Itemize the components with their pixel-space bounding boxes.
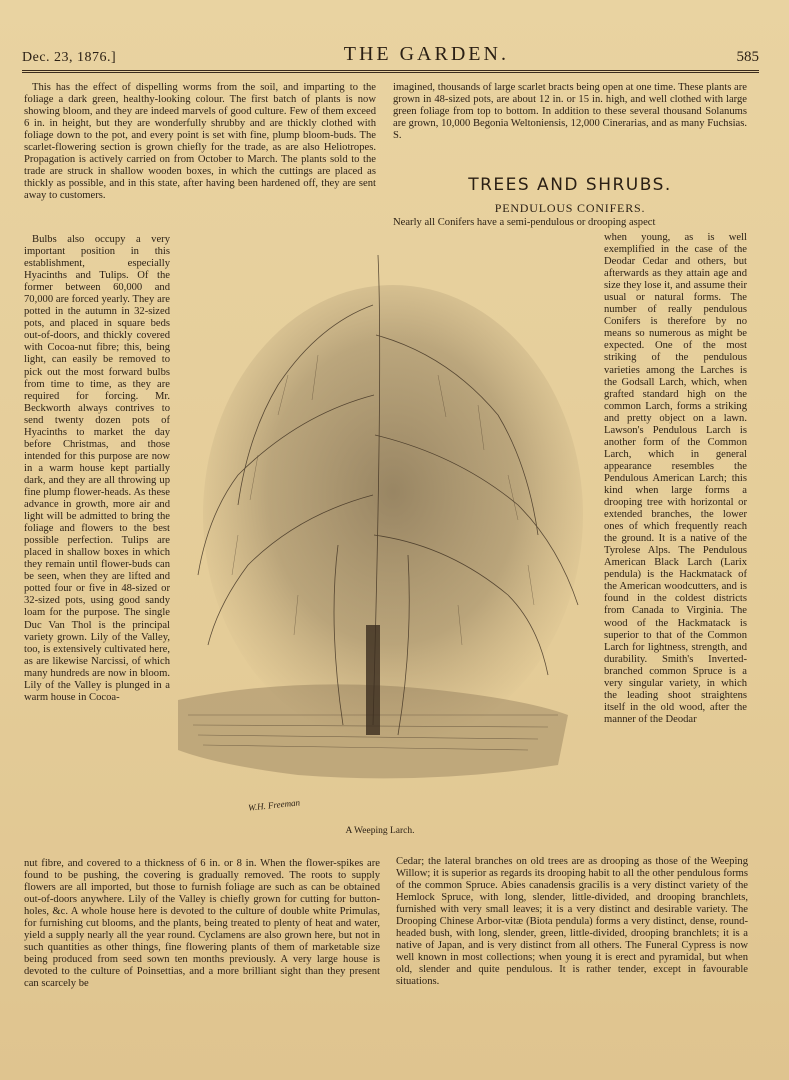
tree-trunk [366,625,380,735]
paragraph: Bulbs also occupy a very important position in this establishment, especially Hyacinths and Tulips. Of the former between 60,000 and 70,000 are forced yearly. They are potted in the autumn in 32-sized pots, and placed in square beds out-of-doors, and thickly covered with Cocoa-nut fibre; this, being light, can easily be removed to pick out the most forward bulbs from time to time, as they are required for forcing. Mr. Beckworth always contrives to send twenty dozen pots of Hyacinths to market the day before Christmas, and those intended for this purpose are now in a warm house kept partially dark, and they are all throwing up fine plump flower-heads. As these advance in growth, more air and light will be admitted to bring the foliage and flowers to the best possible perfection. Tulips are placed in shallow boxes in which they remain until flower-buds can be seen, when they are lifted and potted four or five in 48-sized or 32-sized pots, using good sandy loam for the purpose. The single Duc Van Thol is the principal variety grown. Lily of the Valley, too, is extensively cultivated here, as are likewise Narcissi, of which many hundreds are now in bloom. Lily of the Valley is plunged in a warm house in Cocoa- [24,234,170,703]
paragraph: imagined, thousands of large scarlet bracts being open at one time. These plants are grown in 48-sized pots, are about 12 in. or 15 in. high, and well clothed with large green foliage from top to bottom. In addition to these several thousand Solanums are grown, 10,000 Begonia Weltoniensis, 12,000 Cinerarias, and as many Fuchsias. S. [393,82,747,142]
paragraph: when young, as is well exemplified in the case of the Deodar Cedar and others, but afterwards as they attain age and size they lose it, and assume their usual or natural forms. The number of really pendulous Conifers is therefore by no means so numerous as might be expected. One of the most striking of the pendulous varieties among the Larches is the Godsall Larch, which, when grafted standard high on the common Larch, forms a striking and pretty object on a lawn. Lawson's Pendulous Larch is another form of the Common Larch, which in general appearance resembles the Pendulous American Larch; this kind when large forms a drooping tree with horizontal or extended branches, the lower ones of which frequently reach the ground. It is a native of the Tyrolese Alps. The Pendulous American Black Larch (Larix pendula) is the Hackmatack of the American woodcutters, and is found in the coldest districts from Canada to Virginia. The wood of the Hackmatack is superior to that of the Common Larch for lightness, strength, and durability. Smith's Inverted-branched common Spruce is a very singular variety, in which the leading shoot straightens itself in the old wood, after the manner of the Deodar [604,232,747,725]
left-column-top [24,82,376,234]
issue-date: Dec. 23, 1876.] [22,50,117,65]
left-column-narrow [24,234,170,860]
paragraph: This has the effect of dispelling worms from the soil, and imparting to the foliage a dark green, healthy-looking colour. The first batch of plants is now showing bloom, and they are indeed marvels of good culture. Few of them exceed 6 in. in height, but they are wonderfully shrubby and are thickly clothed with foliage down to the pot, and every point is set with fine, plump bloom-buds. The scarlet-flowering section is grown chiefly for the trade, as are also Heliotropes. Propagation is actively carried on from October to March. The plants sold to the trade are struck in shallow wooden boxes, in which the cuttings are placed as thickly as possible, and in this state, after having been hardened off, they are sent away to customers. [24,82,376,202]
illustration-caption: A Weeping Larch. [345,826,415,836]
paragraph: nut fibre, and covered to a thickness of 6 in. or 8 in. When the flower-spikes are found to be pushing, the covering is gradually removed. The roots to supply flowers are all imported, but those to furnish foliage are such as can be obtained out-of-doors anywhere. Lily of the Valley is chiefly grown for cutting for button-holes, &c. A whole house here is devoted to the culture of double white Primulas, for furnishing cut blooms, and the plants, being treated to plenty of heat and water, yield a supply nearly all the year round. Cyclamens are also grown here, but not in such quantities as other things, fine flowering plants of them of marketable size being produced from seed sown ten months previously. A very large house is devoted to the culture of Poinsettias, and a more brilliant sight than they present can scarcely be [24,858,380,990]
page-number: 585 [736,49,759,65]
tree-crown [203,285,583,745]
lead-line: Nearly all Conifers have a semi-pendulous or drooping aspect [393,217,656,228]
section-title: TREES AND SHRUBS. [468,175,672,195]
left-column-bottom [24,858,380,1036]
page-header [22,40,759,73]
engraver-signature: W.H. Freeman [247,797,301,813]
right-column-top [393,82,747,162]
subsection-title: PENDULOUS CONIFERS. [494,201,646,215]
masthead: THE GARDEN. [343,43,509,65]
right-column-bottom [396,856,748,1034]
paragraph: Cedar; the lateral branches on old trees are as drooping as those of the Weeping Willow; it is superior as regards its drooping habit to all the other pendulous forms of the common Spruce. Abies canadensis gracilis is a very distinct variety of the Hemlock Spruce, with long, slender, little-divided, and drooping branchlets, furnished with very small leaves; it is a very distinct and desirable variety. The Drooping Chinese Arbor-vitæ (Biota pendula) forms a very distinct, dense, round-headed bush, with long, slender, green, little-divided, drooping branchlets; it is a native of Japan, and is very distinct from all others. The Funeral Cypress is now well known in most collections; when young it is erect and pyramidal, but when old, slender and quite pendulous. It is rather tender, except in favourable situations. [396,856,748,988]
weeping-larch-engraving [178,245,594,825]
right-column-narrow [604,232,747,856]
